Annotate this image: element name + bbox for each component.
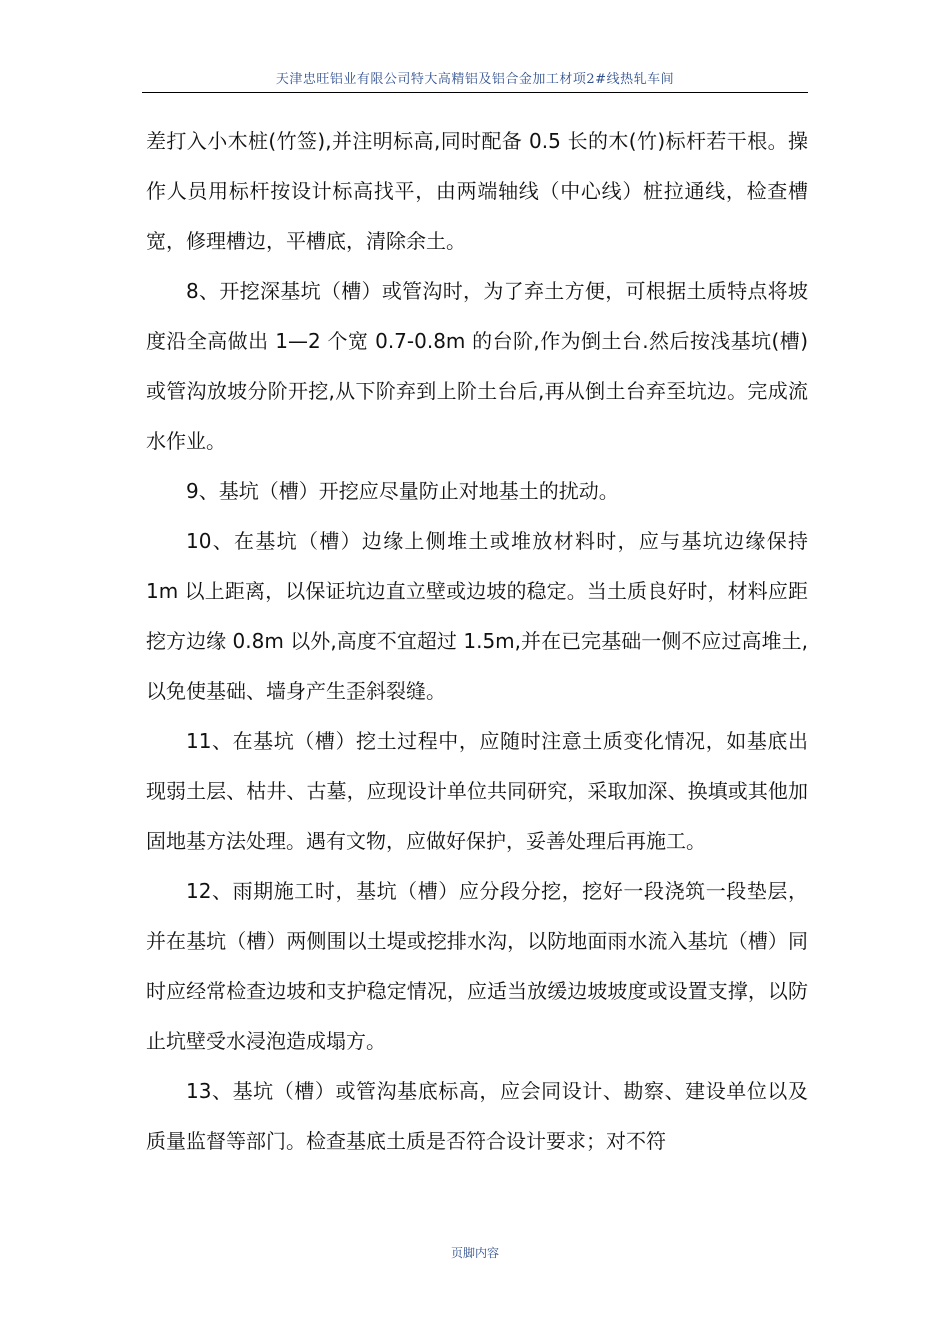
paragraph-continuation: 差打入小木桩(竹签),并注明标高,同时配备 0.5 长的木(竹)标杆若干根。操作人员用标杆按设计标高找平，由两端轴线（中心线）桩拉通线，检查槽宽，修理槽边，平槽底，清除余土。 — [146, 129, 808, 253]
paragraph-item-10: 10、在基坑（槽）边缘上侧堆土或堆放材料时，应与基坑边缘保持 1m 以上距离，以保证坑边直立壁或边坡的稳定。当土质良好时，材料应距挖方边缘 0.8m 以外,高度不宜超过 1.5m,并在已完基础一侧不应过高堆土,以免使基础、墙身产生歪斜裂缝。 — [146, 529, 808, 703]
document-body — [146, 116, 808, 1166]
paragraph-item-9: 9、基坑（槽）开挖应尽量防止对地基土的扰动。 — [186, 479, 619, 503]
paragraph-item-11: 11、在基坑（槽）挖土过程中，应随时注意土质变化情况，如基底出现弱土层、枯井、古墓，应现设计单位共同研究，采取加深、换填或其他加固地基方法处理。遇有文物，应做好保护，妥善处理后再施工。 — [146, 729, 808, 853]
paragraph-item-13: 13、基坑（槽）或管沟基底标高，应会同设计、勘察、建设单位以及质量监督等部门。检查基底土质是否符合设计要求；对不符 — [146, 1079, 808, 1153]
page-header: 天津忠旺铝业有限公司特大高精铝及铝合金加工材项2#线热轧车间 — [275, 72, 675, 87]
page-footer: 页脚内容 — [450, 1246, 499, 1260]
paragraph-item-12: 12、雨期施工时，基坑（槽）应分段分挖，挖好一段浇筑一段垫层，并在基坑（槽）两侧围以土堤或挖排水沟，以防地面雨水流入基坑（槽）同时应经常检查边坡和支护稳定情况，应适当放缓边坡坡度或设置支撑，以防止坑壁受水浸泡造成塌方。 — [146, 879, 808, 1053]
paragraph-item-8: 8、开挖深基坑（槽）或管沟时，为了弃土方便，可根据土质特点将坡度沿全高做出 1—2 个宽 0.7-0.8m 的台阶,作为倒土台.然后按浅基坑(槽)或管沟放坡分阶开挖,从下阶弃到上阶土台后,再从倒土台弃至坑边。完成流水作业。 — [146, 279, 808, 453]
header-divider — [142, 92, 808, 93]
